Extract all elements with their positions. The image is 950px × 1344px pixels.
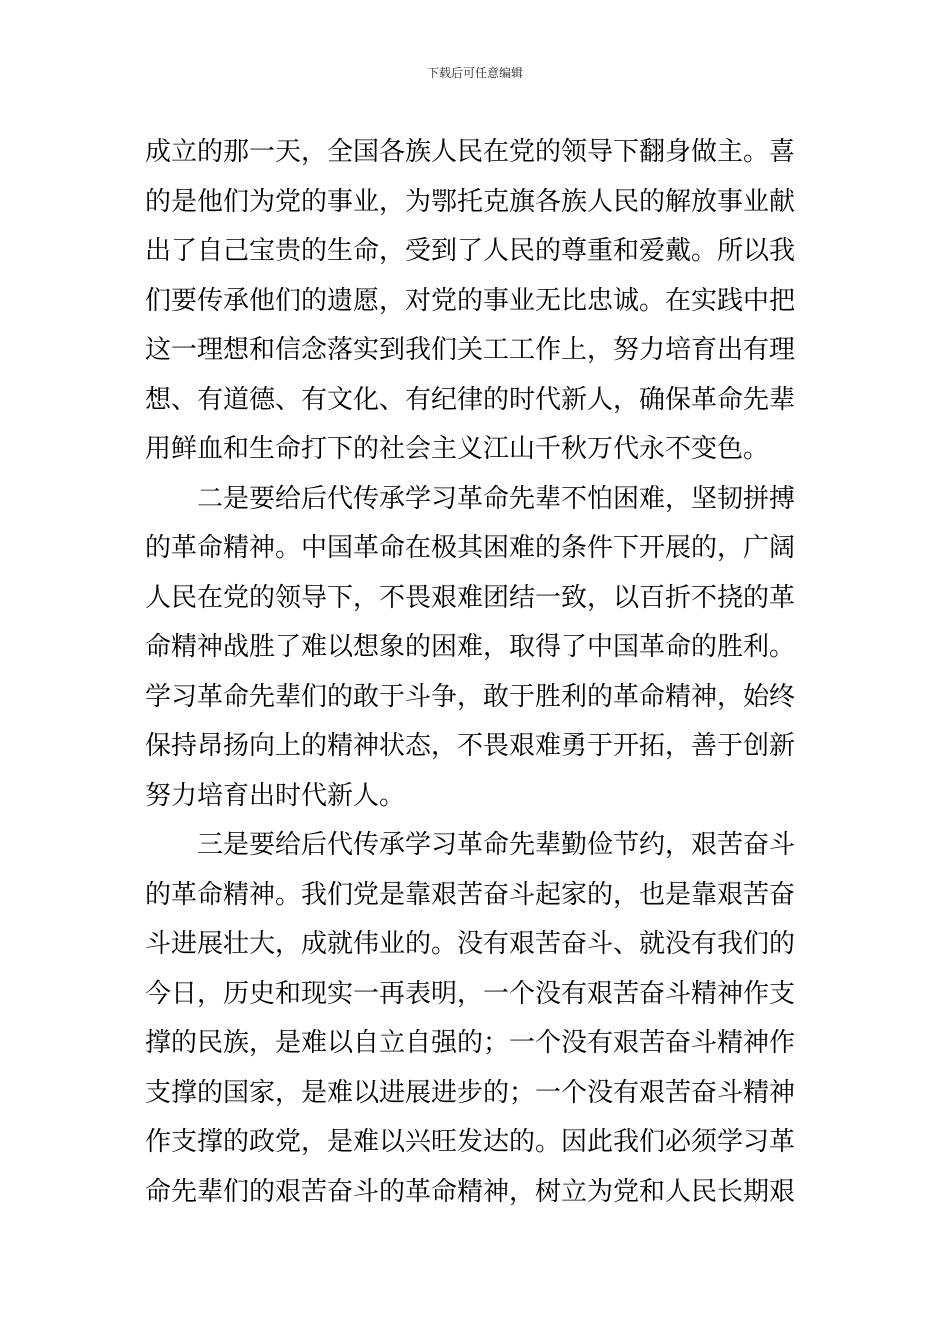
paragraph-start-line: 二是要给后代传承学习革命先辈不怕困难，坚韧拼搏 [197, 483, 796, 514]
text-line: 的革命精神。中国革命在极其困难的条件下开展的，广阔 [145, 533, 796, 563]
text-line: 作支撑的政党，是难以兴旺发达的。因此我们必须学习革 [145, 1127, 796, 1157]
text-line: 保持昂扬向上的精神状态，不畏艰难勇于开拓，善于创新 [145, 731, 796, 761]
text-line: 撑的民族，是难以自立自强的；一个没有艰苦奋斗精神作 [145, 1028, 796, 1058]
text-line: 人民在党的领导下，不畏艰难团结一致，以百折不挠的革 [145, 582, 796, 613]
text-line: 努力培育出时代新人。 [145, 780, 406, 811]
text-line: 命精神战胜了难以想象的困难，取得了中国革命的胜利。 [145, 632, 796, 662]
document-body [145, 128, 815, 1217]
text-line: 命先辈们的艰苦奋斗的革命精神，树立为党和人民长期艰 [145, 1176, 796, 1207]
text-line: 这一理想和信念落实到我们关工工作上，努力培育出有理 [145, 335, 796, 365]
text-line: 想、有道德、有文化、有纪律的时代新人，确保革命先辈 [145, 384, 796, 415]
text-line: 的是他们为党的事业，为鄂托克旗各族人民的解放事业献 [145, 186, 796, 217]
text-line: 斗进展壮大，成就伟业的。没有艰苦奋斗、就没有我们的 [145, 929, 796, 959]
text-line: 出了自己宝贵的生命，受到了人民的尊重和爱戴。所以我 [145, 236, 796, 266]
text-line: 们要传承他们的遗愿，对党的事业无比忠诚。在实践中把 [145, 285, 796, 316]
paragraph-start-line: 三是要给后代传承学习革命先辈勤俭节约，艰苦奋斗 [197, 830, 796, 860]
text-line: 的革命精神。我们党是靠艰苦奋斗起家的，也是靠艰苦奋 [145, 879, 796, 910]
text-line: 用鲜血和生命打下的社会主义江山千秋万代永不变色。 [145, 434, 770, 464]
text-line: 支撑的国家，是难以进展进步的；一个没有艰苦奋斗精神 [145, 1077, 796, 1108]
text-line: 学习革命先辈们的敢于斗争，敢于胜利的革命精神，始终 [145, 681, 796, 712]
text-line: 今日，历史和现实一再表明，一个没有艰苦奋斗精神作支 [145, 978, 796, 1009]
page-header-note: 下载后可任意编辑 [426, 66, 523, 80]
text-line: 成立的那一天，全国各族人民在党的领导下翻身做主。喜 [145, 137, 796, 167]
